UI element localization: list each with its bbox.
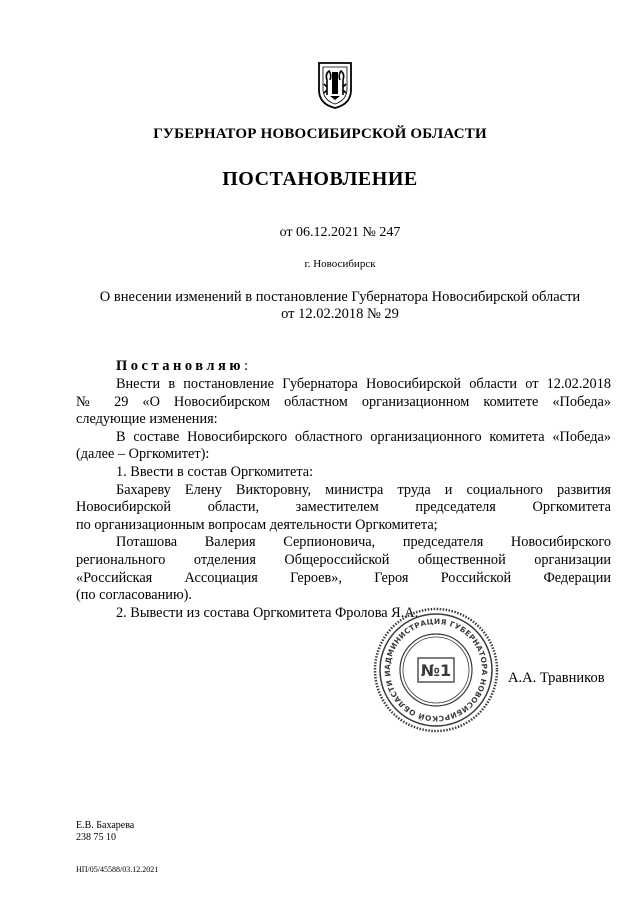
body-line: № 29 «О Новосибирском областном организационном комитете «Победа» xyxy=(76,393,611,410)
body-line: Новосибирской области, заместителем председателя Оргкомитета xyxy=(76,499,611,516)
official-seal xyxy=(372,606,500,734)
seal-ring-text: АДМИНИСТРАЦИЯ ГУБЕРНАТОРА НОВОСИБИРСКОЙ ОБЛАСТИ И xyxy=(382,616,490,724)
signatory-name: А.А. Травников xyxy=(508,670,605,686)
registration-code: НП/05/45588/03.12.2021 xyxy=(76,865,159,874)
body-line: 2. Вывести из состава Оргкомитета Фролова Я.А. xyxy=(116,604,419,621)
body-line: Бахареву Елену Викторовну, министра труда и социального развития xyxy=(116,481,611,498)
body-line: (далее – Оргкомитет): xyxy=(76,446,210,463)
decree-word: Постановляю: xyxy=(116,358,248,374)
body-line: по организационным вопросам деятельности Оргкомитета; xyxy=(76,516,438,533)
executor-info xyxy=(76,820,134,844)
date-and-number: от 06.12.2021 № 247 xyxy=(279,225,401,240)
subject-line: О внесении изменений в постановление Губернатора Новосибирской области xyxy=(99,289,581,305)
body-line: (по согласованию). xyxy=(76,587,192,604)
document-body xyxy=(76,376,611,622)
coat-of-arms-icon xyxy=(315,60,355,110)
body-line: следующие изменения: xyxy=(76,411,218,428)
body-line: 1. Ввести в состав Оргкомитета: xyxy=(116,463,314,480)
executor-name: Е.В. Бахарева xyxy=(76,820,135,831)
city-of-issue: г. Новосибирск xyxy=(304,258,376,270)
body-line: регионального отделения Общероссийской общественной организации xyxy=(76,551,611,568)
body-line: В составе Новосибирского областного организационного комитета «Победа» xyxy=(116,428,611,445)
executor-phone: 238 75 10 xyxy=(76,832,116,843)
seal-center-text: №1 xyxy=(420,661,452,680)
issuing-authority: ГУБЕРНАТОР НОВОСИБИРСКОЙ ОБЛАСТИ xyxy=(153,126,487,142)
body-line: Поташова Валерия Серпионовича, председателя Новосибирского xyxy=(116,534,611,551)
body-line: «Российская Ассоциация Героев», Героя Российской Федерации xyxy=(76,569,611,586)
document-subject xyxy=(60,289,620,323)
document-type: ПОСТАНОВЛЕНИЕ xyxy=(222,168,418,190)
subject-line: от 12.02.2018 № 29 xyxy=(281,306,399,322)
body-line: Внести в постановление Губернатора Новосибирской области от 12.02.2018 xyxy=(116,376,611,392)
